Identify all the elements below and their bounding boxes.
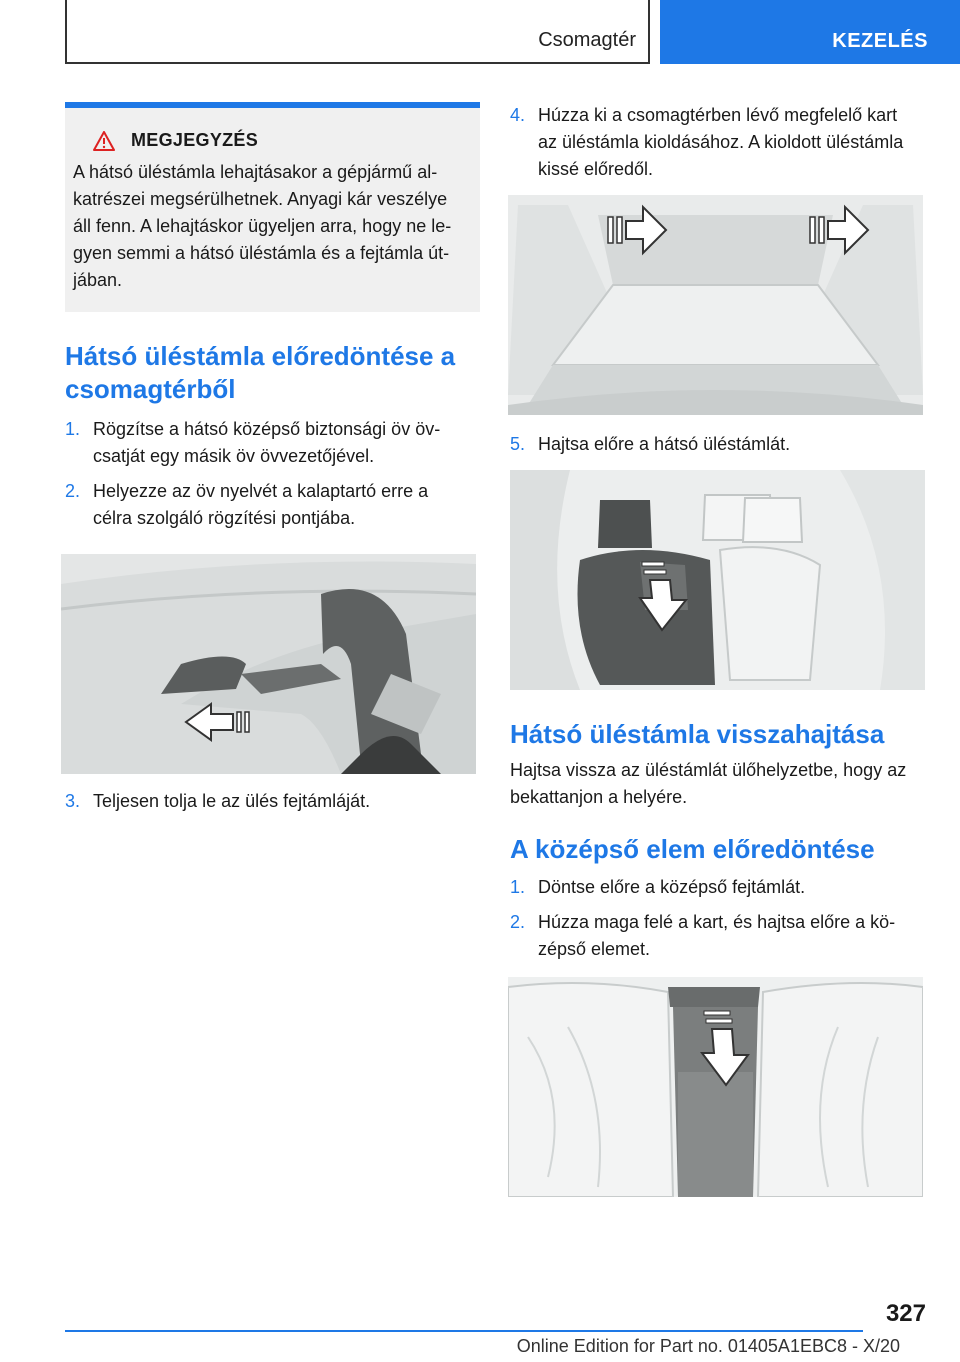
right-column xyxy=(510,102,925,1197)
warning-triangle-icon xyxy=(93,131,115,151)
header-chapter-title: KEZELÉS xyxy=(832,30,928,52)
step-2 xyxy=(65,478,480,532)
step-2 xyxy=(510,909,925,963)
step-line: Helyezze az öv nyelvét a kalaptartó erre a xyxy=(93,481,429,501)
step-line: az üléstámla kioldásához. A kioldott üléstámla xyxy=(538,132,904,152)
header-chapter-tab xyxy=(660,0,960,64)
paragraph-line: Hajtsa vissza az üléstámlát ülőhelyzetbe, hogy az xyxy=(510,760,907,780)
step-number: 5. xyxy=(510,434,526,454)
note-line: áll fenn. A lehajtáskor ügyeljen arra, hogy ne le- xyxy=(73,216,452,236)
step-number: 2. xyxy=(510,912,526,932)
step-text xyxy=(538,431,790,458)
step-text xyxy=(93,788,370,815)
step-text xyxy=(538,102,903,183)
note-title: MEGJEGYZÉS xyxy=(131,130,259,150)
step-1 xyxy=(510,874,925,901)
step-text xyxy=(93,416,440,470)
illustration-trunk-release-levers xyxy=(508,195,923,415)
section-title-line: csomagtérből xyxy=(65,374,236,404)
step-5 xyxy=(510,431,925,458)
illustration-fold-middle-element xyxy=(508,977,923,1197)
note-line: A hátsó üléstámla lehajtásakor a gépjármű al- xyxy=(73,162,438,182)
paragraph-line: bekattanjon a helyére. xyxy=(510,787,688,807)
note-line: jában. xyxy=(73,270,123,290)
note-line: gyen semmi a hátsó üléstámla és a fejtámla út- xyxy=(73,243,450,263)
step-3 xyxy=(65,788,480,815)
step-number: 2. xyxy=(65,481,81,501)
step-number: 1. xyxy=(510,877,526,897)
header-section-title: Csomagtér xyxy=(538,29,636,51)
step-line: Húzza maga felé a kart, és hajtsa előre a kö- xyxy=(538,912,896,932)
section-title-fold-back: Hátsó üléstámla visszahajtása xyxy=(510,719,885,749)
left-column xyxy=(65,102,480,823)
step-line: Döntse előre a középső fejtámlát. xyxy=(538,877,806,897)
step-text xyxy=(538,874,805,901)
step-line: Húzza ki a csomagtérben lévő megfelelő kart xyxy=(538,105,898,125)
step-number: 1. xyxy=(65,419,81,439)
warning-note xyxy=(65,102,480,312)
note-header xyxy=(73,130,470,151)
section-paragraph xyxy=(510,757,925,811)
step-1 xyxy=(65,416,480,470)
illustration-belt-anchor xyxy=(61,554,476,774)
step-number: 3. xyxy=(65,791,81,811)
section-title-fold-from-trunk xyxy=(65,340,480,406)
step-line: kissé előredől. xyxy=(538,159,654,179)
illustration-fold-seatback xyxy=(510,470,925,690)
section-title-middle-element: A középső elem előredöntése xyxy=(510,834,875,864)
footer-divider xyxy=(65,1330,863,1332)
step-line: Teljesen tolja le az ülés fejtámláját. xyxy=(93,791,371,811)
step-text xyxy=(538,909,895,963)
note-line: katrészei megsérülhetnek. Anyagi kár veszélye xyxy=(73,189,448,209)
step-line: célra szolgáló rögzítési pontjába. xyxy=(93,508,356,528)
page-number: 327 xyxy=(885,1300,926,1327)
step-line: Rögzítse a hátsó középső biztonsági öv öv- xyxy=(93,419,441,439)
step-line: csatját egy másik öv övvezetőjével. xyxy=(93,446,375,466)
header-section-box xyxy=(65,0,650,64)
step-line: zépső elemet. xyxy=(538,939,651,959)
step-4 xyxy=(510,102,925,183)
section-title-line: Hátsó üléstámla előredöntése a xyxy=(65,341,456,371)
note-text xyxy=(73,159,470,294)
footer-edition-text: Online Edition for Part no. 01405A1EBC8 - X/20 xyxy=(516,1336,900,1356)
step-number: 4. xyxy=(510,105,526,125)
step-line: Hajtsa előre a hátsó üléstámlát. xyxy=(538,434,791,454)
step-text xyxy=(93,478,428,532)
